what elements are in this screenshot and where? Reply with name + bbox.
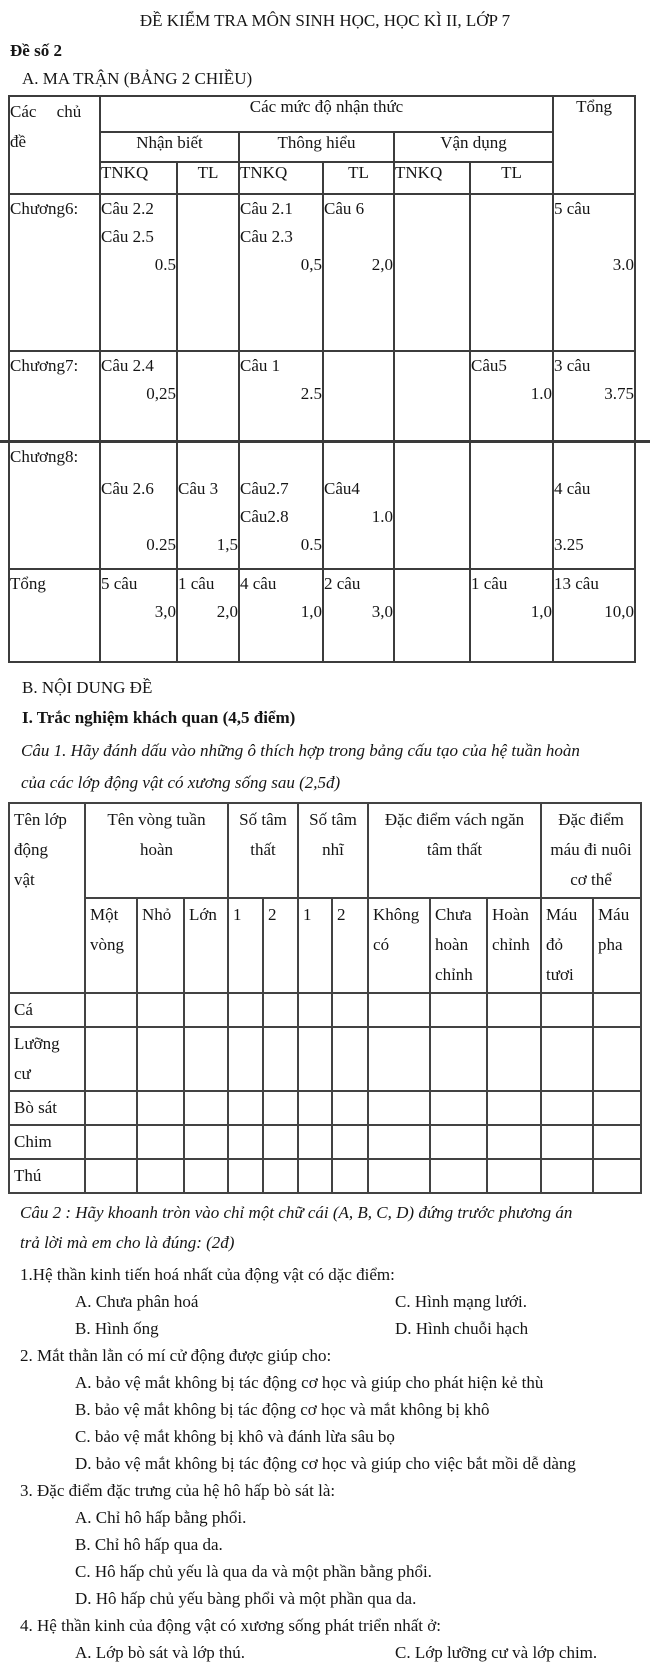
question-1-options-row	[20, 1288, 650, 1315]
matrix-cell-empty	[394, 194, 470, 351]
matrix-cell	[470, 569, 553, 662]
answer-cell	[368, 1159, 430, 1193]
document-title: ĐỀ KIỂM TRA MÔN SINH HỌC, HỌC KÌ II, LỚP 7	[139, 11, 511, 30]
subcol-header: Lớn	[184, 898, 228, 993]
answer-cell	[85, 1091, 137, 1125]
matrix-total-row	[9, 569, 635, 662]
animal-row-label: Cá	[9, 993, 85, 1027]
animal-row-label: Bò sát	[9, 1091, 85, 1125]
option-c: C. Hô hấp chủ yếu là qua da và một phần bằng phổi.	[75, 1562, 432, 1581]
exam-number: Đề số 2	[10, 41, 62, 60]
answer-cell	[298, 1125, 332, 1159]
matrix-corner-header	[9, 96, 100, 194]
answer-cell	[593, 1027, 641, 1091]
matrix-row-chuong8	[9, 442, 635, 569]
cell-value: 3,0	[154, 602, 176, 621]
cell-line: Câu 1	[240, 356, 281, 375]
subcol-header: Không có	[368, 898, 430, 993]
cell-line: 5 câu	[101, 574, 138, 593]
matrix-cell	[100, 442, 177, 569]
answer-cell	[298, 1027, 332, 1091]
cell-spacer	[324, 443, 393, 475]
answer-cell	[228, 1159, 263, 1193]
option-c: C. Hình mạng lưới.	[395, 1292, 528, 1311]
cell-line: 2 câu	[324, 574, 361, 593]
option-b: B. bảo vệ mắt không bị tác động cơ học và mắt không bị khô	[75, 1400, 490, 1419]
answer-cell	[85, 1159, 137, 1193]
question-4-text: 4. Hệ thần kinh của động vật có xương sống phát triển nhất ở:	[20, 1616, 441, 1635]
col-header-blood: Đặc điểm máu đi nuôi cơ thể	[541, 803, 641, 898]
t2-row-thu	[9, 1159, 641, 1193]
cell-line: Câu2.7	[240, 479, 289, 498]
cell-spacer	[101, 443, 176, 475]
cell-spacer	[240, 443, 322, 475]
answer-cell	[298, 993, 332, 1027]
instruction-line: của các lớp động vật có xương sống sau (2,5đ)	[21, 773, 341, 792]
cell-value: 2,0	[371, 255, 393, 274]
answer-cell	[430, 1159, 487, 1193]
cell-line: Câu 3	[178, 479, 219, 498]
cell-spacer	[178, 443, 238, 475]
answer-cell	[487, 1125, 541, 1159]
answer-cell	[184, 1027, 228, 1091]
cell-line	[178, 503, 238, 531]
answer-cell	[593, 993, 641, 1027]
col-header-atrium: Số tâm nhĩ	[298, 803, 368, 898]
matrix-cell-empty	[177, 351, 239, 442]
option-a: A. Chỉ hô hấp bằng phổi.	[75, 1508, 247, 1527]
cell-value: 3.0	[612, 255, 635, 274]
subcol-header: TNKQ	[239, 162, 323, 194]
matrix-cell	[239, 442, 323, 569]
answer-cell	[263, 1091, 298, 1125]
option-c: C. bảo vệ mắt không bị khô và đánh lừa sâu bọ	[75, 1427, 395, 1446]
cell-value: 1,5	[216, 535, 238, 554]
option-d: D. Hô hấp chủ yếu bàng phổi và một phần qua da.	[75, 1589, 417, 1608]
answer-cell	[332, 1027, 368, 1091]
answer-cell	[368, 1027, 430, 1091]
option-c: C. Lớp lưỡng cư và lớp chim.	[395, 1643, 598, 1662]
subcol-header: TNKQ	[394, 162, 470, 194]
level-group-header: Vận dụng	[394, 132, 553, 162]
option-b: B. Hình ống	[75, 1319, 159, 1338]
cell-line: Câu 2.2	[101, 199, 154, 218]
cell-line	[101, 503, 176, 531]
matrix-cell-empty	[394, 442, 470, 569]
matrix-cell	[323, 442, 394, 569]
question-1-options-row	[20, 1315, 650, 1342]
cell-line: Câu2.8	[240, 507, 289, 526]
answer-cell	[332, 993, 368, 1027]
cell-line: Câu 2.4	[101, 356, 154, 375]
cell-value: 3.25	[554, 535, 584, 554]
answer-cell	[541, 993, 593, 1027]
answer-cell	[85, 1125, 137, 1159]
subcol-header: Hoàn chỉnh	[487, 898, 541, 993]
answer-cell	[137, 1027, 184, 1091]
answer-cell	[298, 1091, 332, 1125]
t2-header-row-2	[9, 898, 641, 993]
answer-cell	[137, 1091, 184, 1125]
subcol-header: 1	[298, 898, 332, 993]
cell-value: 1.0	[371, 507, 393, 526]
answer-cell	[541, 1091, 593, 1125]
subcol-header: TL	[323, 162, 394, 194]
col-header-animal	[9, 803, 85, 993]
col-header-septum: Đặc điểm vách ngăn tâm thất	[368, 803, 541, 898]
matrix-header-row-1	[9, 96, 635, 132]
matrix-cell	[470, 351, 553, 442]
cell-line: Câu 2.1	[240, 199, 293, 218]
matrix-cell-empty	[470, 194, 553, 351]
option-d: D. Hình chuỗi hạch	[395, 1319, 529, 1338]
col-header-circuit: Tên vòng tuần hoàn	[85, 803, 228, 898]
option-b: B. Chỉ hô hấp qua da.	[75, 1535, 223, 1554]
cell-line: Câu 2.5	[101, 227, 154, 246]
answer-cell	[593, 1159, 641, 1193]
answer-cell	[541, 1125, 593, 1159]
answer-cell	[487, 993, 541, 1027]
answer-cell	[487, 1159, 541, 1193]
question2-instruction	[20, 1198, 650, 1258]
corner-line-2: đề	[10, 132, 27, 151]
cell-line: 4 câu	[554, 479, 591, 498]
option-a: A. bảo vệ mắt không bị tác động cơ học và giúp cho phát hiện kẻ thù	[75, 1373, 544, 1392]
option-d: D. bảo vệ mắt không bị tác động cơ học và giúp cho việc bắt mồi dễ dàng	[75, 1454, 576, 1473]
cell-value: 10,0	[604, 602, 635, 621]
cell-value: 1,0	[530, 602, 553, 621]
answer-cell	[184, 1091, 228, 1125]
subcol-header: TL	[177, 162, 239, 194]
matrix-cell	[239, 194, 323, 351]
cell-line: 1 câu	[178, 574, 215, 593]
t2-header-row-1	[9, 803, 641, 898]
matrix-cell	[177, 569, 239, 662]
answer-cell	[228, 1125, 263, 1159]
section-a-heading: A. MA TRẬN (BẢNG 2 CHIỀU)	[22, 69, 253, 88]
question-3-text: 3. Đặc điểm đặc trưng của hệ hô hấp bò sát là:	[20, 1481, 336, 1500]
t2-row-chim	[9, 1125, 641, 1159]
cell-line: Câu 2.3	[240, 227, 293, 246]
cell-value: 0,5	[300, 255, 322, 274]
subcol-header: Nhỏ	[137, 898, 184, 993]
answer-cell	[332, 1091, 368, 1125]
cell-spacer	[554, 443, 634, 475]
matrix-cell	[100, 351, 177, 442]
matrix-header-row-2	[9, 132, 635, 162]
cell-value: 0.5	[154, 255, 176, 274]
question-4-options-row	[20, 1639, 650, 1666]
matrix-cell-empty	[323, 351, 394, 442]
answer-cell	[263, 1125, 298, 1159]
matrix-header-row-3	[9, 162, 635, 194]
circulatory-table	[8, 802, 642, 1194]
answer-cell	[593, 1091, 641, 1125]
instruction-line: Câu 2 : Hãy khoanh tròn vào chỉ một chữ cái (A, B, C, D) đứng trước phương án	[20, 1203, 573, 1222]
matrix-cell-empty	[470, 442, 553, 569]
subcol-header: Một vòng	[85, 898, 137, 993]
level-group-header: Nhận biết	[100, 132, 239, 162]
matrix-cell-empty	[394, 569, 470, 662]
question1-instruction	[21, 735, 650, 799]
cell-value: 2.5	[300, 384, 322, 403]
answer-cell	[368, 1125, 430, 1159]
cell-value: 1,0	[300, 602, 322, 621]
answer-cell	[593, 1125, 641, 1159]
matrix-row-label: Tổng	[9, 569, 100, 662]
cell-line: 1 câu	[471, 574, 508, 593]
answer-cell	[368, 993, 430, 1027]
cell-line: 5 câu	[554, 199, 591, 218]
matrix-cell	[177, 442, 239, 569]
matrix-cell	[323, 569, 394, 662]
animal-row-label: Thú	[9, 1159, 85, 1193]
cell-value: 0.5	[300, 535, 322, 554]
animal-row-label: Chim	[9, 1125, 85, 1159]
subcol-header: 2	[263, 898, 298, 993]
cell-line: 13 câu	[554, 574, 599, 593]
subcol-header: TNKQ	[100, 162, 177, 194]
matrix-row-chuong6	[9, 194, 635, 351]
answer-cell	[184, 1159, 228, 1193]
matrix-total-header: Tổng	[553, 96, 635, 194]
matrix-cell	[239, 351, 323, 442]
cell-line: Câu 2.6	[101, 479, 154, 498]
cell-value: 3.75	[604, 384, 635, 403]
answer-cell	[298, 1159, 332, 1193]
answer-cell	[430, 1091, 487, 1125]
cell-value: 2,0	[216, 602, 238, 621]
answer-cell	[228, 1027, 263, 1091]
option-a: A. Lớp bò sát và lớp thú.	[75, 1643, 246, 1662]
animal-row-label: Lưỡng cư	[9, 1027, 85, 1091]
answer-cell	[541, 1159, 593, 1193]
level-group-header: Thông hiểu	[239, 132, 394, 162]
instruction-line: Câu 1. Hãy đánh dấu vào những ô thích hợp trong bảng cấu tạo của hệ tuần hoàn	[21, 741, 580, 760]
answer-cell	[137, 1159, 184, 1193]
cell-value: 3,0	[371, 602, 393, 621]
multiple-choice-section	[20, 1261, 650, 1666]
matrix-cell-empty	[394, 351, 470, 442]
cell-value: 0,25	[146, 384, 176, 403]
answer-cell	[228, 1091, 263, 1125]
matrix-table-wrapper	[8, 95, 634, 663]
header-text: Tên lớp động vật	[14, 810, 67, 889]
cell-line: Câu4	[324, 479, 360, 498]
instruction-line: trả lời mà em cho là đúng: (2đ)	[20, 1233, 235, 1252]
answer-cell	[184, 1125, 228, 1159]
answer-cell	[430, 1125, 487, 1159]
matrix-cell	[553, 351, 635, 442]
matrix-cell	[239, 569, 323, 662]
answer-cell	[541, 1027, 593, 1091]
answer-cell	[263, 1027, 298, 1091]
t2-row-luong-cu	[9, 1027, 641, 1091]
t2-row-bo-sat	[9, 1091, 641, 1125]
answer-cell	[137, 1125, 184, 1159]
matrix-row-label: Chương7:	[9, 351, 100, 442]
option-a: A. Chưa phân hoá	[75, 1292, 199, 1311]
cell-line: Câu5	[471, 356, 507, 375]
cell-line: 3 câu	[554, 356, 591, 375]
subcol-header: Chưa hoàn chỉnh	[430, 898, 487, 993]
matrix-cell	[553, 442, 635, 569]
answer-cell	[85, 1027, 137, 1091]
subcol-header: TL	[470, 162, 553, 194]
cell-value: 1.0	[530, 384, 553, 403]
matrix-cell	[553, 194, 635, 351]
answer-cell	[263, 993, 298, 1027]
cell-value: 0.25	[146, 535, 176, 554]
matrix-row-label: Chương8:	[9, 442, 100, 569]
cell-line: Câu 6	[324, 199, 365, 218]
section-b-heading: B. NỘI DUNG ĐỀ	[22, 678, 153, 697]
answer-cell	[85, 993, 137, 1027]
matrix-levels-header: Các mức độ nhận thức	[100, 96, 553, 132]
answer-cell	[368, 1091, 430, 1125]
answer-cell	[430, 1027, 487, 1091]
answer-cell	[487, 1091, 541, 1125]
matrix-cell	[323, 194, 394, 351]
cell-line	[324, 223, 393, 251]
subcol-header: 1	[228, 898, 263, 993]
question-2-text: 2. Mắt thằn lằn có mí cử động được giúp cho:	[20, 1346, 332, 1365]
t2-row-ca	[9, 993, 641, 1027]
subcol-header: 2	[332, 898, 368, 993]
subcol-header: Máu pha	[593, 898, 641, 993]
answer-cell	[184, 993, 228, 1027]
cell-line	[554, 503, 634, 531]
matrix-row-chuong7	[9, 351, 635, 442]
col-header-ventricle: Số tâm thất	[228, 803, 298, 898]
matrix-cell-empty	[177, 194, 239, 351]
matrix-row-label: Chương6:	[9, 194, 100, 351]
answer-cell	[263, 1159, 298, 1193]
answer-cell	[487, 1027, 541, 1091]
cell-line	[554, 223, 634, 251]
answer-cell	[332, 1159, 368, 1193]
matrix-cell	[100, 194, 177, 351]
subcol-header: Máu đỏ tươi	[541, 898, 593, 993]
answer-cell	[332, 1125, 368, 1159]
matrix-cell	[100, 569, 177, 662]
answer-cell	[430, 993, 487, 1027]
matrix-table	[8, 95, 636, 663]
part1-heading: I. Trắc nghiệm khách quan (4,5 điểm)	[22, 708, 296, 727]
corner-line-1: Các chủ	[10, 102, 82, 121]
answer-cell	[228, 993, 263, 1027]
cell-line: 4 câu	[240, 574, 277, 593]
answer-cell	[137, 993, 184, 1027]
question-1-text: 1.Hệ thần kinh tiến hoá nhất của động vật có dặc điểm:	[20, 1265, 395, 1284]
full-width-divider-line	[0, 440, 650, 443]
matrix-cell	[553, 569, 635, 662]
